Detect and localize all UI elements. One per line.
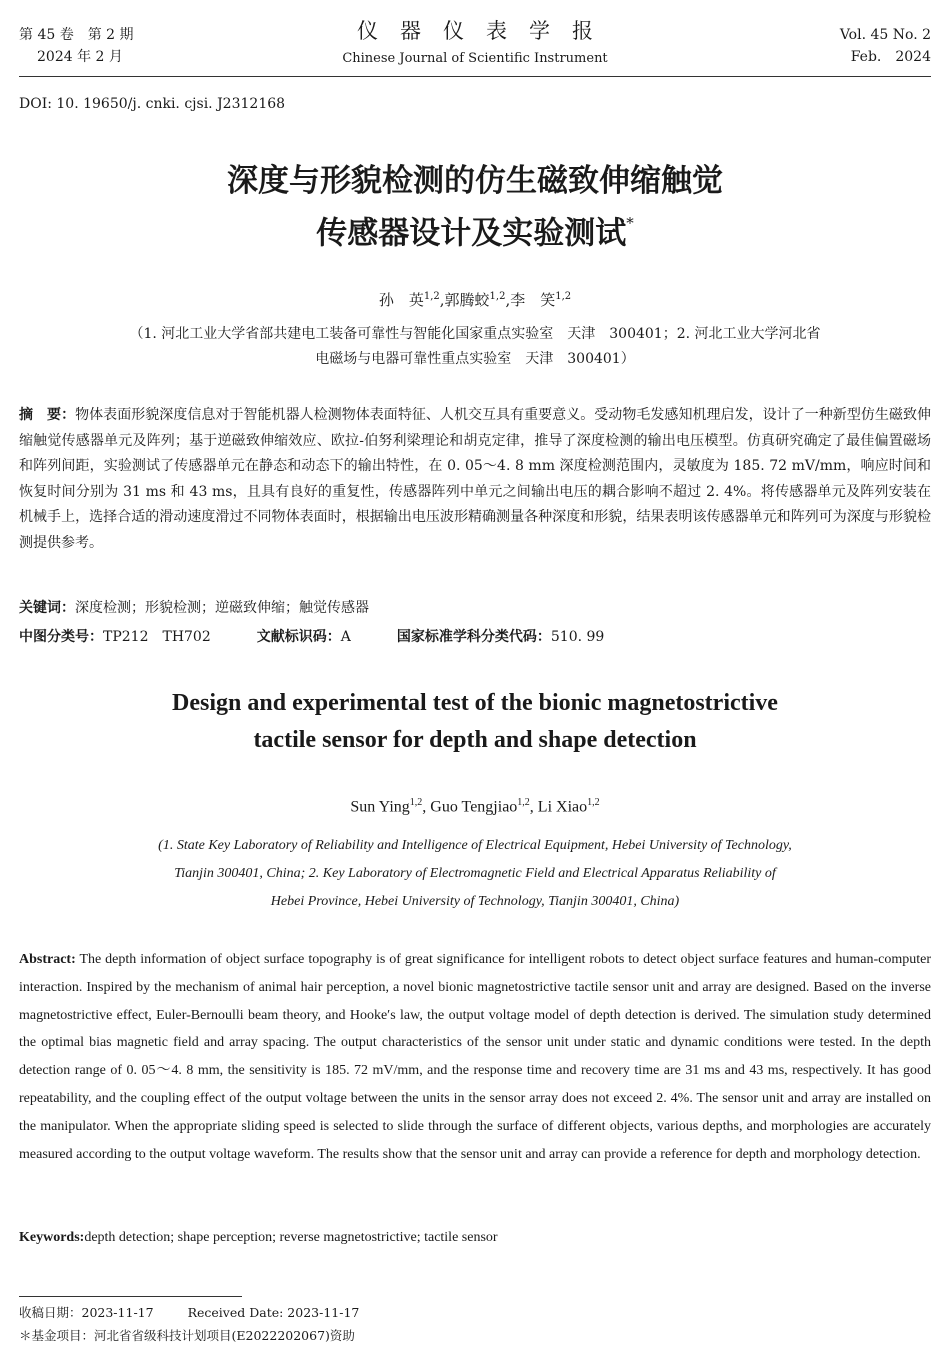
- affiliation-en-line3: Hebei Province, Hebei University of Technology, Tianjin 300401, China): [270, 894, 680, 909]
- author-affil-sup: 1,2: [409, 797, 423, 808]
- author-en: Guo Tengjiao: [430, 798, 518, 816]
- title-en: [0, 685, 950, 759]
- volume-en: Vol. 45 No. 2: [839, 27, 931, 43]
- journal-issue-en: [840, 24, 931, 68]
- title-cn: [0, 158, 950, 256]
- keywords-cn-text: 深度检测；形貌检测；逆磁致伸缩；触觉传感器: [75, 600, 369, 616]
- abstract-cn-label: 摘 要：: [19, 407, 76, 423]
- date-cn: 2024 年 2 月: [37, 49, 123, 65]
- clc-label: 中图分类号：: [19, 629, 103, 645]
- abstract-cn: [19, 403, 931, 556]
- abstract-en-text: The depth information of object surface topography is of great significance for intelligent robots to detect object surface features and human-computer interaction. Inspired by the mechanism of animal hair perception, a novel bionic magnetostrictive tactile sensor unit and array are designed. Based on the inverse magnetostrictive effect, Euler-Bernoulli beam theory, and Hooke′s law, the output voltage model of depth detection is derived. The simulation study determined the optimal bias magnetic field and array spacing. The output characteristics of the sensor unit under static and dynamic conditions were tested. In the depth detection range of 0. 05～4. 8 mm, the sensitivity is 185. 72 mV/mm, and the response time and recovery time are 31 ms and 43 ms, respectively. It has good repeatability, and the coupling effect of the output voltage between the units in the sensor array does not exceed 2. 4%. The sensor unit and array are installed on the manipulator. When the appropriate sliding speed is selected to slide through the surface of different objects, various depths, and morphologies are accurately measured according to the output voltage waveform. The results show that the sensor unit and array can provide a reference for depth and morphology detection.: [19, 952, 931, 1162]
- author-cn: 郭腾蛟: [444, 291, 490, 309]
- received-date: [19, 1303, 359, 1323]
- affiliation-cn-line2: 电磁场与电器可靠性重点实验室 天津 300401）: [315, 351, 635, 367]
- abstract-en-label: Abstract:: [19, 952, 76, 967]
- received-date-en: Received Date: 2023-11-17: [187, 1305, 360, 1320]
- affiliation-cn-line1: （1. 河北工业大学省部共建电工装备可靠性与智能化国家重点实验室 天津 300401；2. 河北工业大学河北省: [129, 326, 821, 342]
- author-affil-sup: 1,2: [489, 291, 506, 302]
- authors-cn: 孙 英$^{1,2}$,郭腾蛟$^{1,2}$,李 笑$^{1,2}$: [378, 291, 572, 309]
- author-cn: 李 笑: [510, 291, 556, 309]
- std-code-value: 510. 99: [550, 629, 605, 645]
- authors-en: Sun Ying$^{1,2}$, Guo Tengjiao$^{1,2}$, Li Xiao$^{1,2}$: [350, 797, 600, 816]
- doc-code-label: 文献标识码：: [256, 629, 341, 645]
- journal-name-en: Chinese Journal of Scientific Instrument: [342, 51, 608, 66]
- affiliation-en: [60, 832, 890, 916]
- author-affil-sup: 1,2: [517, 797, 530, 808]
- author-affil-sup: 1,2: [423, 291, 440, 302]
- affiliation-en-line2: Tianjin 300401, China; 2. Key Laboratory of Electromagnetic Field and Electrical Apparatus Reliability of: [174, 866, 776, 881]
- title-cn-line2: 传感器设计及实验测试: [316, 215, 627, 252]
- header-divider: [19, 76, 931, 77]
- abstract-en: [19, 946, 931, 1168]
- fund-marker: *: [626, 214, 634, 232]
- doi: DOI: 10. 19650/j. cnki. cjsi. J2312168: [19, 96, 286, 112]
- journal-name-cn: 仪器仪表学报: [357, 19, 615, 43]
- keywords-en-label: Keywords:: [19, 1230, 85, 1245]
- title-cn-line1: 深度与形貌检测的仿生磁致伸缩触觉: [227, 163, 723, 199]
- author-affil-sup: 1,2: [587, 797, 600, 808]
- author-affil-sup: 1,2: [555, 291, 572, 302]
- clc-value: TP212 TH702: [103, 629, 211, 645]
- abstract-cn-text: 物体表面形貌深度信息对于智能机器人检测物体表面特征、人机交互具有重要意义。受动物毛发感知机理启发，设计了一种新型仿生磁致伸缩触觉传感器单元及阵列；基于逆磁致伸缩效应、欧拉-伯努利梁理论和胡克定律，推导了深度检测的输出电压模型。仿真研究确定了最佳偏置磁场和阵列间距，实验测试了传感器单元在静态和动态下的输出特性，在 0. 05～4. 8 mm 深度检测范围内，灵敏度为 185. 72 mV/mm，响应时间和恢复时间分别为 31 ms 和 43 ms，且具有良好的重复性，传感器阵列中单元之间输出电压的耦合影响不超过 2. 4%。将传感器单元及阵列安装在机械手上，选择合适的滑动速度滑过不同物体表面时，根据输出电压波形精确测量各种深度和形貌，结果表明该传感器单元和阵列可为深度与形貌检测提供参考。: [19, 407, 931, 551]
- journal-masthead: [0, 16, 950, 70]
- fund-note: ＊基金项目：河北省省级科技计划项目(E2022202067)资助: [19, 1328, 355, 1343]
- keywords-en: [19, 1225, 931, 1251]
- author-en: Li Xiao: [537, 798, 588, 816]
- classification-codes: [19, 626, 931, 648]
- doc-code-value: A: [340, 629, 351, 645]
- std-code-label: 国家标准学科分类代码：: [396, 629, 551, 645]
- title-en-line2: tactile sensor for depth and shape detection: [253, 727, 697, 753]
- keywords-en-text: depth detection; shape perception; reverse magnetostrictive; tactile sensor: [84, 1230, 498, 1245]
- author-cn: 孙 英: [378, 291, 424, 309]
- received-date-cn: 收稿日期：2023-11-17: [19, 1305, 154, 1320]
- volume-cn: 第 45 卷 第 2 期: [19, 27, 134, 43]
- keywords-cn-label: 关键词：: [19, 600, 75, 616]
- date-en: Feb. 2024: [850, 49, 931, 65]
- keywords-cn: [19, 597, 931, 619]
- title-en-line1: Design and experimental test of the bionic magnetostrictive: [172, 690, 778, 716]
- affiliation-en-line1: (1. State Key Laboratory of Reliability and Intelligence of Electrical Equipment, Hebei University of Technology,: [158, 838, 792, 853]
- affiliation-cn: [60, 322, 890, 372]
- footnote-divider: [19, 1296, 242, 1297]
- author-en: Sun Ying: [350, 798, 410, 816]
